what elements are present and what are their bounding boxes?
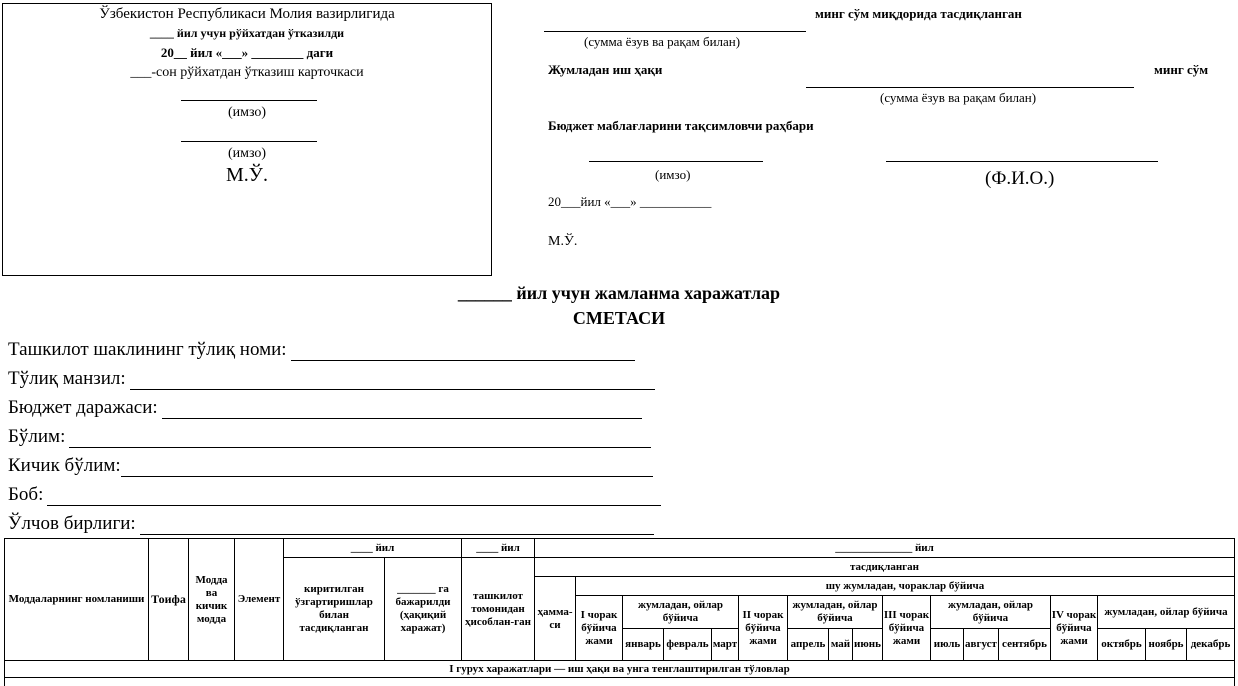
field-label: Ташкилот шаклининг тўлиқ номи: <box>8 339 287 360</box>
field-chapter <box>8 482 661 506</box>
approval-date-line: 20___йил «___» ___________ <box>548 194 712 209</box>
amount-caption-2: (сумма ёзув ва рақам билан) <box>880 90 1037 105</box>
group-row-title: I гурух харажатлари — иш ҳақи ва унга тенглаштирилган тўловлар <box>5 661 1235 678</box>
header-month: сентябрь <box>999 629 1051 661</box>
head-signature-caption: (имзо) <box>655 167 691 182</box>
header-prev-year: ____ йил <box>284 539 462 558</box>
approved-amount-label: минг сўм миқдорида тасдиқланган <box>815 6 1022 21</box>
header-q3-total: III чорак бўйича жами <box>883 596 931 661</box>
header-category: Тоифа <box>149 539 189 661</box>
header-item-name: Моддаларнинг номланиши <box>5 539 149 661</box>
header-month: январь <box>623 629 664 661</box>
stamp-placeholder: М.Ў. <box>226 164 268 186</box>
header-curr-calculated: ташкилот томонидан ҳисоблан-ган <box>462 558 535 661</box>
head-fio-line[interactable] <box>886 161 1158 162</box>
ministry-line: Ўзбекистон Республикаси Молия вазирлигида <box>99 6 395 22</box>
field-budget-level <box>8 395 642 419</box>
field-subsection <box>8 453 653 477</box>
field-section <box>8 424 651 448</box>
chapter-input[interactable] <box>47 485 661 506</box>
field-label: Кичик бўлим: <box>8 455 121 476</box>
document-title: ______ йил учун жамланма харажатлар <box>457 283 781 303</box>
registration-date-line: 20__ йил «___» ________ даги <box>160 45 334 60</box>
approved-amount-line[interactable] <box>544 31 806 32</box>
header-q2-months: жумладан, ойлар бўйича <box>788 596 883 629</box>
header-month: август <box>964 629 999 661</box>
field-label: Боб: <box>8 484 44 505</box>
registered-year-line: ____ йил учун рўйхатдан ўтказилди <box>149 26 345 40</box>
header-element: Элемент <box>235 539 284 661</box>
header-prev-approved: киритилган ўзгартиришлар билан тасдиқланган <box>284 558 385 661</box>
header-total: ҳамма-си <box>535 577 576 661</box>
unit-input[interactable] <box>140 514 654 535</box>
header-month: июль <box>931 629 964 661</box>
subsection-input[interactable] <box>121 456 653 477</box>
header-q4-months: жумладан, ойлар бўйича <box>1098 596 1235 629</box>
registration-box <box>2 3 492 276</box>
budget-level-input[interactable] <box>162 398 642 419</box>
header-by-quarters: шу жумладан, чораклар бўйича <box>576 577 1235 596</box>
field-label: Бюджет даражаси: <box>8 397 158 418</box>
salary-unit: минг сўм <box>1154 62 1209 77</box>
field-full-address <box>8 366 655 390</box>
header-next-year: ______________ йил <box>535 539 1235 558</box>
field-unit <box>8 511 654 535</box>
header-month: февраль <box>664 629 712 661</box>
header-q1-total: I чорак бўйича жами <box>576 596 623 661</box>
header-curr-year: ____ йил <box>462 539 535 558</box>
section-input[interactable] <box>69 427 651 448</box>
field-label: Ўлчов бирлиги: <box>8 513 136 534</box>
header-q3-months: жумладан, ойлар бўйича <box>931 596 1051 629</box>
full-address-input[interactable] <box>130 369 655 390</box>
field-label: Бўлим: <box>8 426 66 447</box>
budget-head-label: Бюджет маблағларини тақсимловчи раҳбари <box>548 118 814 133</box>
header-month: ноябрь <box>1146 629 1187 661</box>
signature-caption-1: (имзо) <box>227 105 267 120</box>
header-month: май <box>829 629 853 661</box>
header-month: апрель <box>788 629 829 661</box>
header-prev-actual: _______ га бажарилди (ҳақиқий харажат) <box>385 558 462 661</box>
amount-caption-1: (сумма ёзув ва рақам билан) <box>584 34 741 49</box>
header-article: Модда ва кичик модда <box>189 539 235 661</box>
salary-label: Жумладан иш ҳақи <box>548 62 663 77</box>
organization-name-input[interactable] <box>291 340 635 361</box>
signature-line-2[interactable] <box>181 141 317 142</box>
header-month: март <box>712 629 739 661</box>
field-label: Тўлиқ манзил: <box>8 368 126 389</box>
field-organization-name <box>8 337 635 361</box>
header-month: декабрь <box>1187 629 1235 661</box>
head-signature-line[interactable] <box>589 161 763 162</box>
header-q4-total: IV чорак бўйича жами <box>1051 596 1098 661</box>
signature-line-1[interactable] <box>181 100 317 101</box>
header-approved: тасдиқланган <box>535 558 1235 577</box>
estimate-table <box>4 538 1235 686</box>
signature-caption-2: (имзо) <box>227 146 267 161</box>
approval-stamp: М.Ў. <box>548 234 578 249</box>
header-q2-total: II чорак бўйича жами <box>739 596 788 661</box>
header-month: октябрь <box>1098 629 1146 661</box>
document-subtitle: СМЕТАСИ <box>572 308 666 328</box>
registration-card-line: ___-сон рўйхатдан ўтказиш карточкаси <box>130 65 364 80</box>
header-month: июнь <box>853 629 883 661</box>
header-q1-months: жумладан, ойлар бўйича <box>623 596 739 629</box>
salary-amount-line[interactable] <box>806 87 1134 88</box>
head-fio-caption: (Ф.И.О.) <box>985 168 1055 189</box>
